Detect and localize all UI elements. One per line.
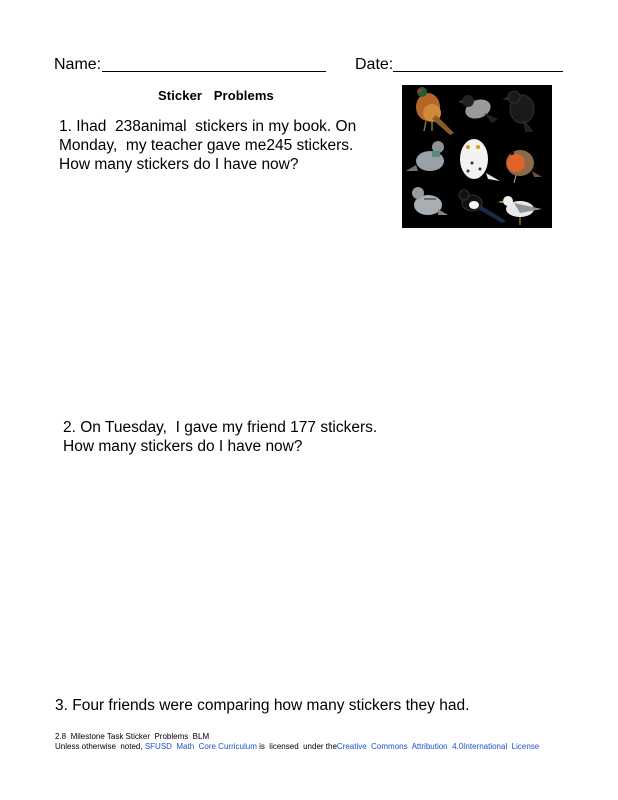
name-label: Name: (54, 56, 102, 73)
worksheet-title: Sticker Problems (158, 88, 274, 103)
question-2 (63, 418, 377, 456)
question-3 (55, 696, 469, 715)
question-1-line-2: Monday, my teacher gave me245 stickers. (59, 137, 354, 154)
footer-line-2 (55, 742, 539, 752)
curriculum-link[interactable]: SFUSD Math Core Curriculum (144, 742, 257, 751)
question-2-line-1: 2. On Tuesday, I gave my friend 177 stickers. (63, 419, 378, 436)
footer (55, 732, 539, 752)
question-1 (59, 117, 356, 174)
birds-svg (402, 85, 552, 228)
date-field[interactable] (393, 71, 563, 72)
date-label: Date: (355, 56, 394, 73)
question-3-line-1: 3. Four friends were comparing how many stickers they had. (55, 697, 470, 714)
footer-middle: is licensed under the (256, 742, 337, 751)
question-1-line-3: How many stickers do I have now? (59, 156, 299, 173)
question-2-line-2: How many stickers do I have now? (63, 438, 303, 455)
name-field[interactable] (102, 71, 326, 72)
question-1-line-1: 1. Ihad 238animal stickers in my book. On (59, 118, 357, 135)
footer-prefix: Unless otherwise noted, (55, 742, 145, 751)
birds-illustration (402, 85, 552, 228)
license-link[interactable]: Creative Commons Attribution 4.0International License (336, 742, 540, 751)
footer-line-1: 2.8 Milestone Task Sticker Problems BLM (55, 732, 210, 741)
